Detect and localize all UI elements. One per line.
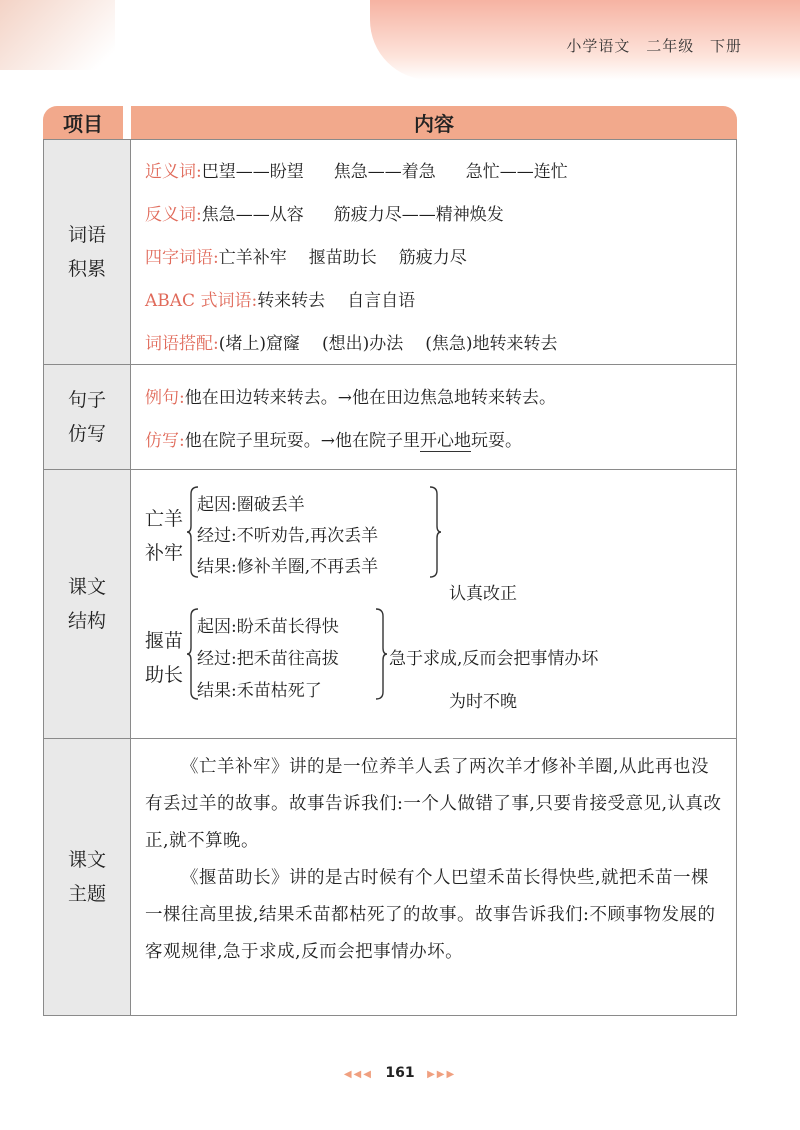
lesson-line: 认真改正 bbox=[449, 584, 517, 604]
story-title-line: 助长 bbox=[145, 664, 184, 686]
example-line bbox=[145, 374, 736, 417]
antonym-pair: 焦急——从容 bbox=[201, 205, 304, 225]
collocation: (焦急)地转来转去 bbox=[425, 334, 558, 354]
label-line: 主题 bbox=[67, 883, 106, 905]
collocation: (想出)办法 bbox=[322, 334, 404, 354]
label-line: 句子 bbox=[67, 389, 106, 411]
story1-process: 经过:不听劝告,再次丢羊 bbox=[197, 526, 379, 546]
example-text: 他在田边转来转去。→他在田边焦急地转来转去。 bbox=[184, 388, 556, 408]
antonym-label: 反义词: bbox=[145, 205, 202, 225]
lesson-line: 为时不晚 bbox=[449, 692, 517, 712]
corner-decoration-left bbox=[0, 0, 115, 70]
story2-title bbox=[145, 624, 183, 692]
structure-content bbox=[131, 470, 736, 732]
label-line: 结构 bbox=[67, 610, 106, 632]
label-line: 课文 bbox=[67, 849, 106, 871]
row-sentence bbox=[44, 364, 736, 469]
four-char-line bbox=[145, 234, 736, 277]
story2-cause: 起因:盼禾苗长得快 bbox=[197, 617, 339, 637]
row-structure bbox=[44, 469, 736, 738]
row-theme bbox=[44, 738, 736, 1015]
story-title-line: 揠苗 bbox=[145, 630, 184, 652]
story-title-line: 补牢 bbox=[145, 542, 184, 564]
theme-paragraph-1: 《亡羊补牢》讲的是一位养羊人丢了两次羊才修补羊圈,从此再也没有丢过羊的故事。故事告诉我们:一个人做错了事,只要肯接受意见,认真改正,就不算晚。 bbox=[145, 757, 722, 851]
story2-lesson: 急于求成,反而会把事情办坏 bbox=[389, 649, 599, 669]
page-footer bbox=[0, 1065, 800, 1081]
label-theme bbox=[44, 739, 131, 1015]
imitate-line bbox=[145, 417, 736, 460]
book-grade: 二年级 bbox=[646, 37, 695, 55]
story1-cause: 起因:圈破丢羊 bbox=[197, 495, 305, 515]
label-line: 仿写 bbox=[67, 423, 106, 445]
four-char-word: 亡羊补牢 bbox=[218, 248, 287, 268]
page-number: 161 bbox=[385, 1065, 415, 1081]
four-char-word: 筋疲力尽 bbox=[398, 248, 467, 268]
imitate-post: 玩耍。 bbox=[470, 431, 522, 451]
abac-word: 转来转去 bbox=[257, 291, 326, 311]
synonym-pair: 巴望——盼望 bbox=[201, 162, 304, 182]
abac-label: ABAC 式词语: bbox=[145, 291, 258, 311]
collocation: (堵上)窟窿 bbox=[218, 334, 300, 354]
label-sentence bbox=[44, 365, 131, 469]
label-structure bbox=[44, 470, 131, 738]
four-char-word: 揠苗助长 bbox=[308, 248, 377, 268]
imitate-pre: 他在院子里玩耍。→他在院子里 bbox=[184, 431, 420, 451]
book-subject: 小学语文 bbox=[566, 37, 631, 55]
table-body bbox=[43, 139, 737, 1016]
example-label: 例句: bbox=[145, 388, 185, 408]
story2-result: 结果:禾苗枯死了 bbox=[197, 681, 322, 701]
triangle-left-icon: ◀◀◀ bbox=[343, 1069, 373, 1080]
synonym-pair: 焦急——着急 bbox=[333, 162, 436, 182]
vocabulary-content bbox=[131, 140, 736, 364]
abac-line bbox=[145, 277, 736, 320]
header-content: 内容 bbox=[131, 106, 737, 139]
book-info bbox=[556, 35, 742, 56]
collocation-line bbox=[145, 320, 736, 363]
synonym-label: 近义词: bbox=[145, 162, 202, 182]
theme-paragraph-2: 《揠苗助长》讲的是古时候有个人巴望禾苗长得快些,就把禾苗一棵一棵往高里拔,结果禾苗都枯死了的故事。故事告诉我们:不顾事物发展的客观规律,急于求成,反而会把事情办坏。 bbox=[145, 868, 716, 962]
story-title-line: 亡羊 bbox=[145, 508, 184, 530]
antonym-line bbox=[145, 191, 736, 234]
label-line: 积累 bbox=[67, 258, 106, 280]
label-vocabulary bbox=[44, 140, 131, 364]
imitate-label: 仿写: bbox=[145, 431, 185, 451]
four-char-label: 四字词语: bbox=[145, 248, 219, 268]
theme-content bbox=[131, 739, 736, 1015]
synonym-pair: 急忙——连忙 bbox=[465, 162, 568, 182]
imitate-blank: 开心地 bbox=[420, 426, 471, 452]
brace-right-icon bbox=[375, 608, 387, 700]
book-volume: 下册 bbox=[709, 37, 742, 55]
row-vocabulary bbox=[44, 139, 736, 364]
abac-word: 自言自语 bbox=[347, 291, 416, 311]
sentence-content bbox=[131, 365, 736, 469]
story2-process: 经过:把禾苗往高拔 bbox=[197, 649, 339, 669]
triangle-right-icon: ▶▶▶ bbox=[427, 1069, 457, 1080]
summary-table bbox=[43, 106, 737, 1016]
synonym-line bbox=[145, 148, 736, 191]
label-line: 词语 bbox=[67, 224, 106, 246]
collocation-label: 词语搭配: bbox=[145, 334, 219, 354]
header-item: 项目 bbox=[43, 106, 123, 139]
story1-result: 结果:修补羊圈,不再丢羊 bbox=[197, 557, 379, 577]
antonym-pair: 筋疲力尽——精神焕发 bbox=[333, 205, 504, 225]
brace-right-icon bbox=[429, 486, 441, 578]
label-line: 课文 bbox=[67, 576, 106, 598]
table-header bbox=[43, 106, 737, 139]
story1-title bbox=[145, 502, 183, 570]
